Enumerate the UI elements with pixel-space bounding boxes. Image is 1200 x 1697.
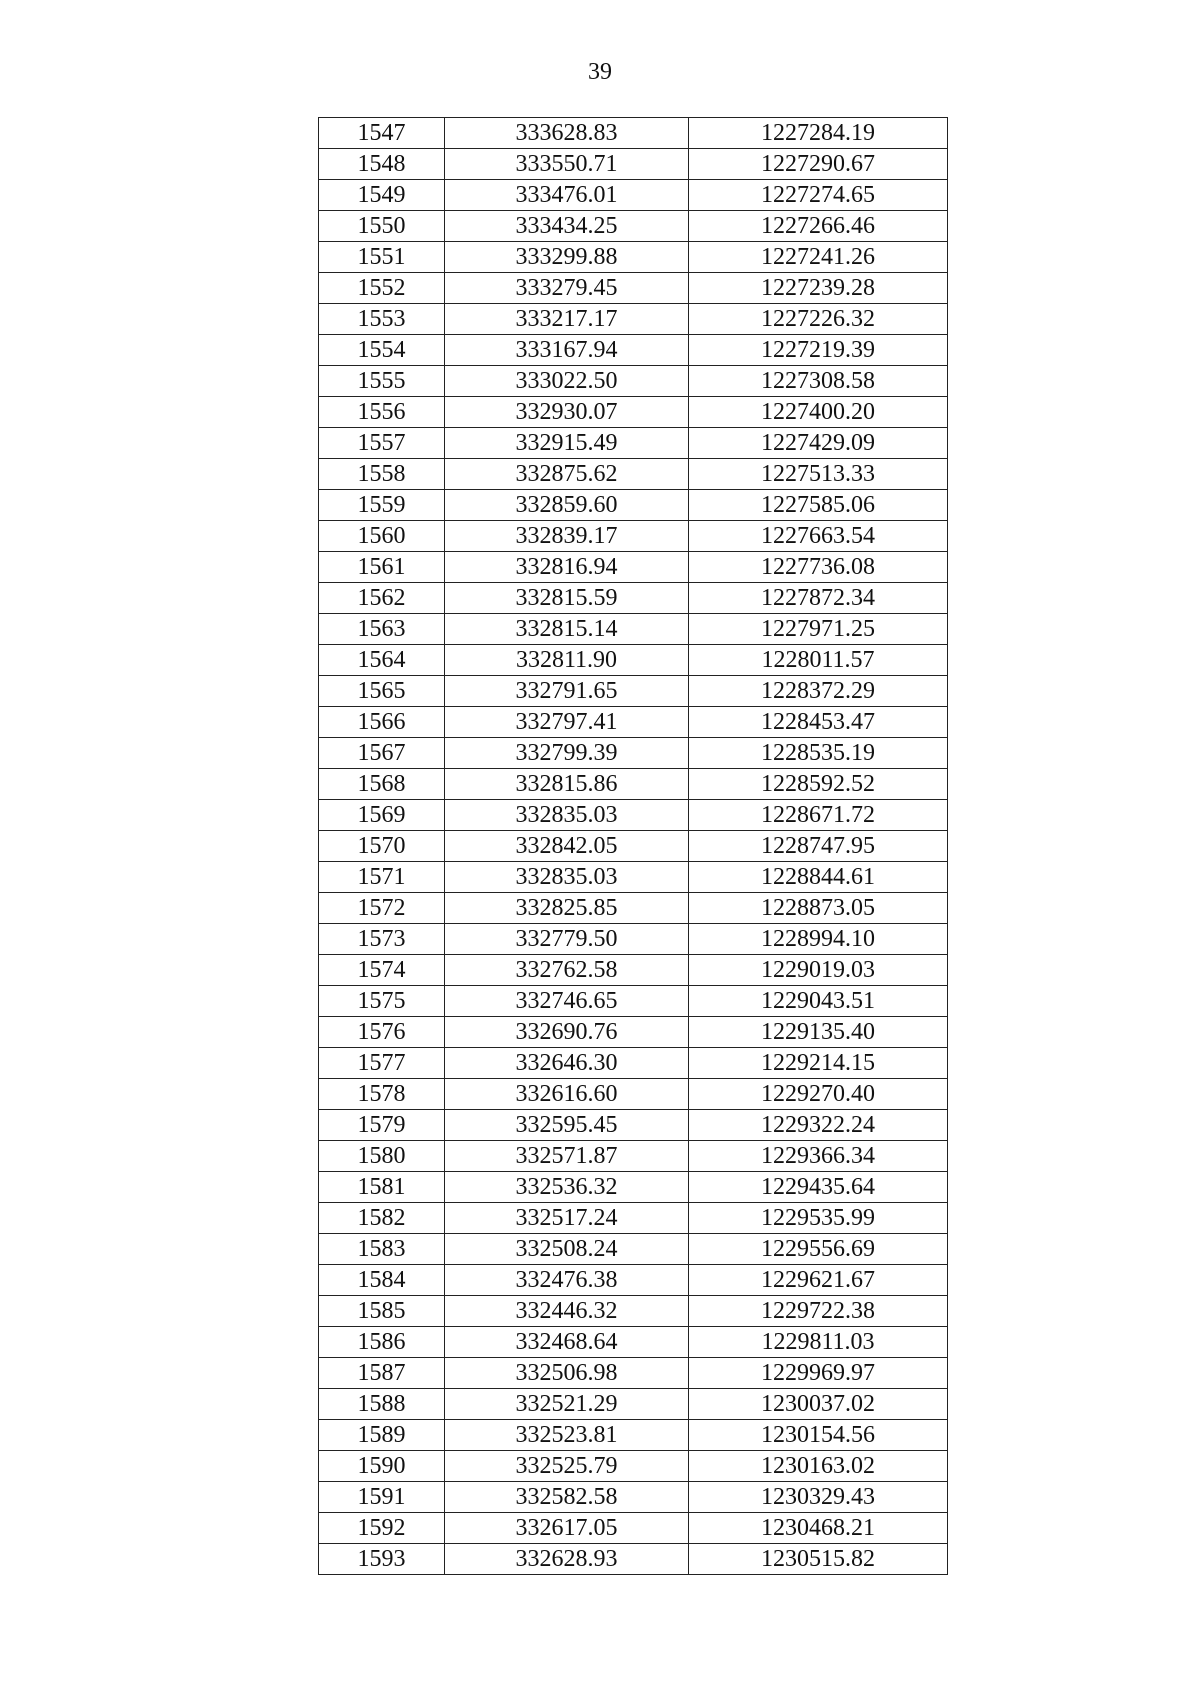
table-row [319, 1110, 948, 1141]
y-coordinate-cell: 1230515.82 [689, 1544, 948, 1575]
x-coordinate-cell: 333550.71 [445, 149, 689, 180]
x-coordinate-cell: 333476.01 [445, 180, 689, 211]
y-coordinate-cell: 1229621.67 [689, 1265, 948, 1296]
table-row [319, 1141, 948, 1172]
point-number-cell: 1553 [319, 304, 445, 335]
page-number: 39 [588, 59, 612, 85]
x-coordinate-cell: 332508.24 [445, 1234, 689, 1265]
point-number-cell: 1569 [319, 800, 445, 831]
point-number-cell: 1557 [319, 428, 445, 459]
x-coordinate-cell: 332797.41 [445, 707, 689, 738]
y-coordinate-cell: 1227513.33 [689, 459, 948, 490]
table-row [319, 986, 948, 1017]
table-row [319, 273, 948, 304]
point-number-cell: 1573 [319, 924, 445, 955]
x-coordinate-cell: 332582.58 [445, 1482, 689, 1513]
y-coordinate-cell: 1227663.54 [689, 521, 948, 552]
point-number-cell: 1577 [319, 1048, 445, 1079]
table-row [319, 676, 948, 707]
point-number-cell: 1582 [319, 1203, 445, 1234]
y-coordinate-cell: 1229270.40 [689, 1079, 948, 1110]
table-row [319, 180, 948, 211]
y-coordinate-cell: 1229366.34 [689, 1141, 948, 1172]
point-number-cell: 1576 [319, 1017, 445, 1048]
y-coordinate-cell: 1230154.56 [689, 1420, 948, 1451]
y-coordinate-cell: 1228994.10 [689, 924, 948, 955]
x-coordinate-cell: 333217.17 [445, 304, 689, 335]
point-number-cell: 1590 [319, 1451, 445, 1482]
table-row [319, 1296, 948, 1327]
y-coordinate-cell: 1227290.67 [689, 149, 948, 180]
y-coordinate-cell: 1228535.19 [689, 738, 948, 769]
x-coordinate-cell: 332746.65 [445, 986, 689, 1017]
y-coordinate-cell: 1229322.24 [689, 1110, 948, 1141]
table-row [319, 242, 948, 273]
table-row [319, 862, 948, 893]
y-coordinate-cell: 1229969.97 [689, 1358, 948, 1389]
point-number-cell: 1564 [319, 645, 445, 676]
table-row [319, 428, 948, 459]
x-coordinate-cell: 332815.86 [445, 769, 689, 800]
x-coordinate-cell: 332875.62 [445, 459, 689, 490]
table-row [319, 1451, 948, 1482]
table-row [319, 1048, 948, 1079]
point-number-cell: 1555 [319, 366, 445, 397]
x-coordinate-cell: 332915.49 [445, 428, 689, 459]
y-coordinate-cell: 1227585.06 [689, 490, 948, 521]
point-number-cell: 1586 [319, 1327, 445, 1358]
x-coordinate-cell: 332839.17 [445, 521, 689, 552]
point-number-cell: 1548 [319, 149, 445, 180]
x-coordinate-cell: 332815.14 [445, 614, 689, 645]
table-row [319, 1389, 948, 1420]
y-coordinate-cell: 1227239.28 [689, 273, 948, 304]
point-number-cell: 1565 [319, 676, 445, 707]
x-coordinate-cell: 333628.83 [445, 118, 689, 149]
point-number-cell: 1560 [319, 521, 445, 552]
point-number-cell: 1574 [319, 955, 445, 986]
point-number-cell: 1581 [319, 1172, 445, 1203]
table-row [319, 1203, 948, 1234]
x-coordinate-cell: 332690.76 [445, 1017, 689, 1048]
point-number-cell: 1580 [319, 1141, 445, 1172]
point-number-cell: 1563 [319, 614, 445, 645]
point-number-cell: 1588 [319, 1389, 445, 1420]
table-row [319, 1544, 948, 1575]
x-coordinate-cell: 333279.45 [445, 273, 689, 304]
y-coordinate-cell: 1229043.51 [689, 986, 948, 1017]
x-coordinate-cell: 332476.38 [445, 1265, 689, 1296]
table-row [319, 800, 948, 831]
table-row [319, 769, 948, 800]
point-number-cell: 1584 [319, 1265, 445, 1296]
x-coordinate-cell: 333434.25 [445, 211, 689, 242]
x-coordinate-cell: 332517.24 [445, 1203, 689, 1234]
point-number-cell: 1566 [319, 707, 445, 738]
table-row [319, 583, 948, 614]
x-coordinate-cell: 332835.03 [445, 800, 689, 831]
table-row [319, 1327, 948, 1358]
x-coordinate-cell: 332506.98 [445, 1358, 689, 1389]
x-coordinate-cell: 332762.58 [445, 955, 689, 986]
point-number-cell: 1551 [319, 242, 445, 273]
table-row [319, 490, 948, 521]
table-row [319, 211, 948, 242]
y-coordinate-cell: 1227284.19 [689, 118, 948, 149]
table-row [319, 645, 948, 676]
point-number-cell: 1547 [319, 118, 445, 149]
y-coordinate-cell: 1229722.38 [689, 1296, 948, 1327]
x-coordinate-cell: 332859.60 [445, 490, 689, 521]
x-coordinate-cell: 332616.60 [445, 1079, 689, 1110]
table-row [319, 738, 948, 769]
y-coordinate-cell: 1230329.43 [689, 1482, 948, 1513]
point-number-cell: 1561 [319, 552, 445, 583]
y-coordinate-cell: 1228671.72 [689, 800, 948, 831]
point-number-cell: 1591 [319, 1482, 445, 1513]
y-coordinate-cell: 1228011.57 [689, 645, 948, 676]
y-coordinate-cell: 1229811.03 [689, 1327, 948, 1358]
table-row [319, 1017, 948, 1048]
table-row [319, 552, 948, 583]
x-coordinate-cell: 332617.05 [445, 1513, 689, 1544]
point-number-cell: 1568 [319, 769, 445, 800]
y-coordinate-cell: 1229535.99 [689, 1203, 948, 1234]
point-number-cell: 1559 [319, 490, 445, 521]
y-coordinate-cell: 1230037.02 [689, 1389, 948, 1420]
x-coordinate-cell: 333299.88 [445, 242, 689, 273]
point-number-cell: 1587 [319, 1358, 445, 1389]
table-row [319, 1079, 948, 1110]
table-row [319, 893, 948, 924]
coordinates-table [318, 117, 948, 1575]
table-row [319, 149, 948, 180]
y-coordinate-cell: 1230163.02 [689, 1451, 948, 1482]
point-number-cell: 1562 [319, 583, 445, 614]
x-coordinate-cell: 332571.87 [445, 1141, 689, 1172]
point-number-cell: 1589 [319, 1420, 445, 1451]
x-coordinate-cell: 333022.50 [445, 366, 689, 397]
y-coordinate-cell: 1227266.46 [689, 211, 948, 242]
y-coordinate-cell: 1227274.65 [689, 180, 948, 211]
point-number-cell: 1575 [319, 986, 445, 1017]
y-coordinate-cell: 1227736.08 [689, 552, 948, 583]
table-row [319, 459, 948, 490]
table-row [319, 521, 948, 552]
point-number-cell: 1556 [319, 397, 445, 428]
x-coordinate-cell: 332468.64 [445, 1327, 689, 1358]
coordinates-table-body [319, 118, 948, 1575]
x-coordinate-cell: 332525.79 [445, 1451, 689, 1482]
point-number-cell: 1579 [319, 1110, 445, 1141]
table-row [319, 614, 948, 645]
table-row [319, 831, 948, 862]
point-number-cell: 1549 [319, 180, 445, 211]
y-coordinate-cell: 1228453.47 [689, 707, 948, 738]
point-number-cell: 1550 [319, 211, 445, 242]
point-number-cell: 1571 [319, 862, 445, 893]
table-row [319, 1172, 948, 1203]
y-coordinate-cell: 1230468.21 [689, 1513, 948, 1544]
table-row [319, 1358, 948, 1389]
table-row [319, 1513, 948, 1544]
x-coordinate-cell: 332628.93 [445, 1544, 689, 1575]
y-coordinate-cell: 1227971.25 [689, 614, 948, 645]
table-row [319, 1420, 948, 1451]
x-coordinate-cell: 332825.85 [445, 893, 689, 924]
y-coordinate-cell: 1229135.40 [689, 1017, 948, 1048]
point-number-cell: 1578 [319, 1079, 445, 1110]
x-coordinate-cell: 332816.94 [445, 552, 689, 583]
x-coordinate-cell: 332811.90 [445, 645, 689, 676]
table-row [319, 366, 948, 397]
y-coordinate-cell: 1228844.61 [689, 862, 948, 893]
y-coordinate-cell: 1227872.34 [689, 583, 948, 614]
table-row [319, 924, 948, 955]
point-number-cell: 1592 [319, 1513, 445, 1544]
table-row [319, 335, 948, 366]
point-number-cell: 1593 [319, 1544, 445, 1575]
x-coordinate-cell: 332815.59 [445, 583, 689, 614]
point-number-cell: 1585 [319, 1296, 445, 1327]
x-coordinate-cell: 333167.94 [445, 335, 689, 366]
table-row [319, 304, 948, 335]
table-row [319, 118, 948, 149]
x-coordinate-cell: 332523.81 [445, 1420, 689, 1451]
y-coordinate-cell: 1229556.69 [689, 1234, 948, 1265]
y-coordinate-cell: 1229435.64 [689, 1172, 948, 1203]
y-coordinate-cell: 1227241.26 [689, 242, 948, 273]
y-coordinate-cell: 1228873.05 [689, 893, 948, 924]
y-coordinate-cell: 1229214.15 [689, 1048, 948, 1079]
y-coordinate-cell: 1228372.29 [689, 676, 948, 707]
y-coordinate-cell: 1227308.58 [689, 366, 948, 397]
point-number-cell: 1572 [319, 893, 445, 924]
table-row [319, 1234, 948, 1265]
table-row [319, 955, 948, 986]
point-number-cell: 1567 [319, 738, 445, 769]
x-coordinate-cell: 332446.32 [445, 1296, 689, 1327]
table-row [319, 1265, 948, 1296]
x-coordinate-cell: 332646.30 [445, 1048, 689, 1079]
table-row [319, 707, 948, 738]
point-number-cell: 1583 [319, 1234, 445, 1265]
x-coordinate-cell: 332595.45 [445, 1110, 689, 1141]
point-number-cell: 1558 [319, 459, 445, 490]
point-number-cell: 1552 [319, 273, 445, 304]
x-coordinate-cell: 332930.07 [445, 397, 689, 428]
y-coordinate-cell: 1227219.39 [689, 335, 948, 366]
table-row [319, 397, 948, 428]
y-coordinate-cell: 1229019.03 [689, 955, 948, 986]
x-coordinate-cell: 332791.65 [445, 676, 689, 707]
y-coordinate-cell: 1228592.52 [689, 769, 948, 800]
x-coordinate-cell: 332842.05 [445, 831, 689, 862]
y-coordinate-cell: 1227226.32 [689, 304, 948, 335]
point-number-cell: 1570 [319, 831, 445, 862]
table-row [319, 1482, 948, 1513]
x-coordinate-cell: 332779.50 [445, 924, 689, 955]
x-coordinate-cell: 332536.32 [445, 1172, 689, 1203]
y-coordinate-cell: 1228747.95 [689, 831, 948, 862]
y-coordinate-cell: 1227400.20 [689, 397, 948, 428]
x-coordinate-cell: 332835.03 [445, 862, 689, 893]
point-number-cell: 1554 [319, 335, 445, 366]
x-coordinate-cell: 332799.39 [445, 738, 689, 769]
y-coordinate-cell: 1227429.09 [689, 428, 948, 459]
x-coordinate-cell: 332521.29 [445, 1389, 689, 1420]
